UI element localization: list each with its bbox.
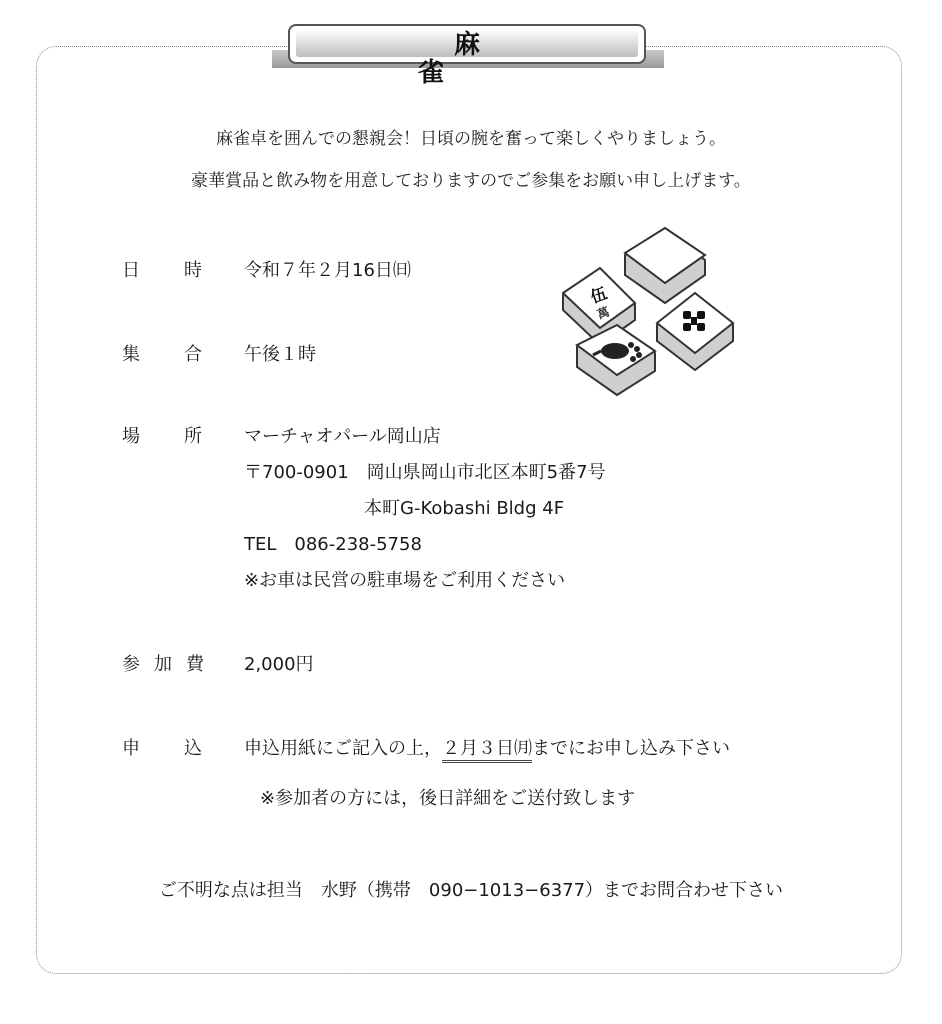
page-title: 麻 雀	[417, 30, 749, 88]
meeting-label	[122, 340, 202, 366]
meeting-value: 午後１時	[244, 344, 316, 365]
apply-deadline: ２月３日㈪	[442, 738, 532, 763]
place-label-char: 場	[122, 426, 140, 447]
apply-note: ※参加者の方には，後日詳細をご送付致します	[260, 788, 636, 809]
mahjong-tiles-illustration	[555, 225, 745, 400]
place-name: マーチャオパール岡山店	[244, 426, 441, 447]
fee-value: 2,000円	[244, 654, 314, 675]
tile-bamboo	[657, 293, 733, 370]
place-address-1: 〒700-0901 岡山県岡山市北区本町5番7号	[244, 462, 606, 483]
contact-note: ご不明な点は担当 水野（携帯 090−1013−6377）までお問合わせ下さい	[158, 880, 784, 901]
place-address-2: 本町G-Kobashi Bldg 4F	[364, 498, 565, 519]
datetime-value: 令和７年２月16日㈰	[244, 260, 411, 281]
tile-wan-suit: 萬	[595, 304, 612, 322]
datetime-label-char: 時	[184, 260, 202, 281]
apply-label-char: 申	[122, 738, 140, 759]
tile-wan-number: 伍	[587, 283, 610, 307]
intro-line-2: 豪華賞品と飲み物を用意しておりますのでご参集をお願い申し上げます。	[191, 171, 751, 191]
title-banner	[272, 22, 749, 88]
title-box	[288, 24, 749, 88]
fee-label-char: 参	[122, 654, 140, 675]
fee-label-char: 加	[154, 654, 172, 675]
intro-line-1: 麻雀卓を囲んでの懇親会！日頃の腕を奮って楽しくやりましょう。	[216, 129, 726, 149]
place-label-char: 所	[184, 426, 202, 447]
apply-value	[244, 734, 730, 760]
apply-label	[122, 734, 202, 760]
meeting-label-char: 合	[184, 344, 202, 365]
apply-suffix: までにお申し込み下さい	[532, 738, 730, 759]
place-tel: TEL 086-238-5758	[244, 534, 422, 555]
meeting-label-char: 集	[122, 344, 140, 365]
apply-label-char: 込	[184, 738, 202, 759]
datetime-label	[122, 256, 202, 282]
place-parking-note: ※お車は民営の駐車場をご利用ください	[244, 570, 566, 591]
place-label	[122, 422, 202, 448]
title-inner	[296, 30, 749, 88]
tile-blank	[625, 228, 705, 303]
datetime-label-char: 日	[122, 260, 140, 281]
apply-prefix: 申込用紙にご記入の上，	[244, 738, 442, 759]
fee-label-char: 費	[186, 654, 204, 675]
fee-label	[122, 650, 204, 676]
